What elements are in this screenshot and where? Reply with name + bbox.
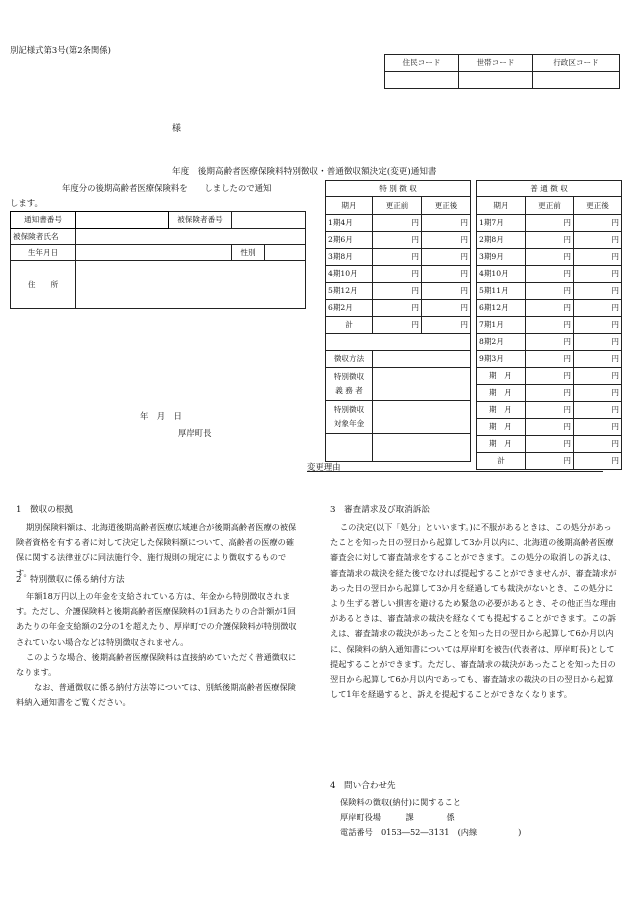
special-row-2-before-yen: 円	[373, 232, 422, 249]
special-row-2-after-yen: 円	[422, 232, 471, 249]
normal-row-6	[477, 300, 622, 317]
normal-row-13-period: 期 月	[477, 419, 526, 436]
code-table	[384, 54, 620, 89]
special-total-row-period: 計	[326, 317, 373, 334]
normal-before-header: 更正前	[526, 197, 574, 215]
household-code-value	[458, 72, 532, 89]
collection-method-value	[373, 351, 471, 368]
normal-row-8-after-yen: 円	[574, 334, 622, 351]
normal-row-9-period: 9期3月	[477, 351, 526, 368]
honorific: 様	[172, 124, 182, 134]
normal-row-5-after-yen: 円	[574, 283, 622, 300]
intro-line-2: します。	[10, 198, 43, 208]
normal-row-3	[477, 249, 622, 266]
special-period-header: 期月	[326, 197, 373, 215]
section-2-body-2: このような場合、後期高齢者医療保険料は直接納めていただく普通徴収になります。	[16, 651, 297, 678]
special-collection-table	[325, 180, 471, 462]
special-before-header: 更正前	[373, 197, 422, 215]
normal-row-1	[477, 215, 622, 232]
section-3-title: 3 審査請求及び取消訴訟	[330, 505, 430, 515]
pension-value	[373, 401, 471, 434]
contact-line-3: 電話番号 0153―52―3131 (内線 )	[340, 827, 522, 838]
change-reason-label: 変更理由	[307, 462, 341, 472]
gender-value	[265, 245, 306, 261]
insured-no-value	[232, 212, 306, 229]
normal-row-5	[477, 283, 622, 300]
normal-row-7	[477, 317, 622, 334]
special-row-2-period: 2期6月	[326, 232, 373, 249]
birth-date-value	[76, 245, 232, 261]
date-line: 年 月 日	[140, 411, 182, 421]
household-code-header: 世帯コード	[458, 55, 532, 72]
normal-row-1-after-yen: 円	[574, 215, 622, 232]
special-row-3-period: 3期8月	[326, 249, 373, 266]
special-total-row-before-yen: 円	[373, 317, 422, 334]
normal-row-4-period: 4期10月	[477, 266, 526, 283]
special-row-4-period: 4期10月	[326, 266, 373, 283]
normal-row-11-after-yen: 円	[574, 385, 622, 402]
special-row-1-before-yen: 円	[373, 215, 422, 232]
special-row-4-after-yen: 円	[422, 266, 471, 283]
contact-line-2: 厚岸町役場 課 係	[340, 812, 455, 823]
normal-row-13-before-yen: 円	[526, 419, 574, 436]
normal-row-5-before-yen: 円	[526, 283, 574, 300]
resident-code-header: 住民コード	[385, 55, 459, 72]
form-label: 別記様式第3号(第2条関係)	[10, 45, 111, 55]
special-row-4-before-yen: 円	[373, 266, 422, 283]
section-2-body-1: 年額18万円以上の年金を支給されている方は、年金から特別徴収されます。ただし、介護保険料と後期高齢者医療保険料の1回あたりの合計額が1回あたりの年金支給額の2分の1を超えたり、厚岸町での介護保険料が特別徴収されていない場合などは特別徴収されません。	[16, 591, 297, 647]
special-row-1-period: 1期4月	[326, 215, 373, 232]
special-blank-row	[326, 334, 471, 351]
obligor-value	[373, 368, 471, 401]
normal-row-6-after-yen: 円	[574, 300, 622, 317]
special-row-2	[326, 232, 471, 249]
notice-no-label: 通知書番号	[11, 212, 76, 229]
special-footer-right	[373, 434, 471, 462]
special-title: 特 別 徴 収	[326, 181, 471, 197]
notice-no-value	[76, 212, 169, 229]
gender-label: 性別	[232, 245, 265, 261]
normal-row-14-before-yen: 円	[526, 436, 574, 453]
insured-name-label: 被保険者氏名	[11, 229, 76, 245]
normal-after-header: 更正後	[574, 197, 622, 215]
normal-row-4	[477, 266, 622, 283]
section-3	[330, 503, 618, 702]
normal-row-8-before-yen: 円	[526, 334, 574, 351]
normal-row-10-period: 期 月	[477, 368, 526, 385]
normal-row-13-after-yen: 円	[574, 419, 622, 436]
normal-collection-table	[476, 180, 622, 470]
normal-row-6-before-yen: 円	[526, 300, 574, 317]
obligor-label: 特別徴収 義 務 者	[326, 368, 373, 401]
insured-info-table	[10, 211, 306, 309]
section-2	[16, 573, 301, 711]
collection-method-label: 徴収方法	[326, 351, 373, 368]
change-reason-underline	[307, 471, 603, 472]
normal-row-12-before-yen: 円	[526, 402, 574, 419]
section-4-title: 4 問い合わせ先	[330, 781, 396, 791]
normal-row-14-period: 期 月	[477, 436, 526, 453]
normal-total-row	[477, 453, 622, 470]
document-title: 年度 後期高齢者医療保険料特別徴収・普通徴収額決定(変更)通知書	[172, 167, 437, 177]
birth-date-label: 生年月日	[11, 245, 76, 261]
normal-period-header: 期月	[477, 197, 526, 215]
normal-row-7-after-yen: 円	[574, 317, 622, 334]
normal-row-4-after-yen: 円	[574, 266, 622, 283]
admin-code-value	[532, 72, 619, 89]
section-3-body: この決定(以下「処分」といいます。)に不服があるときは、この処分があったことを知った日の翌日から起算して3か月以内に、北海道の後期高齢者医療審査会に対して審査請求をすることができます。この処分の取消しの訴えは、審査請求の裁決を経た後でなければ提起することができませんが、審査請求があった日の翌日から起算して3か月を経過しても裁決がないとき、この処分により生ずる著しい損害を避けるため緊急の必要があるとき、その他正当な理由があるときは、審査請求の裁決を経なくても提起することができます。この訴えは、審査請求の裁決があったことを知った日の翌日から起算して6か月以内に、保険料の納入通知書については厚岸町を被告(代表者は、厚岸町長)として提起することができます。ただし、審査請求の裁決があったことを知った日の翌日から起算して6か月以内であっても、審査請求の裁決の日の翌日から起算して1年を経過すると、訴えを提起することができなくなります。	[330, 522, 617, 700]
special-row-1	[326, 215, 471, 232]
section-2-body-3: なお、普通徴収に係る納付方法等については、別紙後期高齢者医療保険料納入通知書をご覧ください。	[16, 682, 296, 708]
section-2-title: 2 特別徴収に係る納付方法	[16, 575, 125, 585]
normal-row-7-period: 7期1月	[477, 317, 526, 334]
special-row-3	[326, 249, 471, 266]
section-1-title: 1 徴収の根拠	[16, 505, 74, 515]
special-row-5-before-yen: 円	[373, 283, 422, 300]
normal-row-2	[477, 232, 622, 249]
special-row-6-after-yen: 円	[422, 300, 471, 317]
special-row-6	[326, 300, 471, 317]
normal-row-3-after-yen: 円	[574, 249, 622, 266]
normal-row-11-period: 期 月	[477, 385, 526, 402]
normal-row-14-after-yen: 円	[574, 436, 622, 453]
normal-row-10	[477, 368, 622, 385]
resident-code-value	[385, 72, 459, 89]
special-row-5-period: 5期12月	[326, 283, 373, 300]
section-1	[16, 503, 301, 581]
normal-row-7-before-yen: 円	[526, 317, 574, 334]
special-row-4	[326, 266, 471, 283]
normal-row-11-before-yen: 円	[526, 385, 574, 402]
normal-row-2-period: 2期8月	[477, 232, 526, 249]
admin-code-header: 行政区コード	[532, 55, 619, 72]
insured-no-label: 被保険者番号	[169, 212, 232, 229]
special-total-row	[326, 317, 471, 334]
section-4	[330, 779, 618, 841]
normal-row-10-before-yen: 円	[526, 368, 574, 385]
special-row-6-before-yen: 円	[373, 300, 422, 317]
special-footer-left	[326, 434, 373, 462]
normal-row-12-after-yen: 円	[574, 402, 622, 419]
insured-name-value	[76, 229, 306, 245]
normal-row-2-before-yen: 円	[526, 232, 574, 249]
normal-row-6-period: 6期12月	[477, 300, 526, 317]
normal-row-14	[477, 436, 622, 453]
special-row-6-period: 6期2月	[326, 300, 373, 317]
special-row-3-before-yen: 円	[373, 249, 422, 266]
normal-row-12	[477, 402, 622, 419]
address-label: 住 所	[11, 261, 76, 309]
normal-row-13	[477, 419, 622, 436]
intro-line-1: 年度分の後期高齢者医療保険料を しましたので通知	[62, 183, 272, 193]
normal-total-row-after-yen: 円	[574, 453, 622, 470]
normal-row-5-period: 5期11月	[477, 283, 526, 300]
normal-row-3-before-yen: 円	[526, 249, 574, 266]
normal-row-12-period: 期 月	[477, 402, 526, 419]
normal-row-3-period: 3期9月	[477, 249, 526, 266]
special-row-3-after-yen: 円	[422, 249, 471, 266]
normal-total-row-period: 計	[477, 453, 526, 470]
address-value	[76, 261, 306, 309]
special-after-header: 更正後	[422, 197, 471, 215]
normal-row-9	[477, 351, 622, 368]
mayor-title: 厚岸町長	[178, 428, 212, 438]
contact-line-1: 保険料の徴収(納付)に関すること	[340, 797, 462, 807]
normal-total-row-before-yen: 円	[526, 453, 574, 470]
special-total-row-after-yen: 円	[422, 317, 471, 334]
normal-row-4-before-yen: 円	[526, 266, 574, 283]
special-row-1-after-yen: 円	[422, 215, 471, 232]
normal-row-2-after-yen: 円	[574, 232, 622, 249]
normal-row-8-period: 8期2月	[477, 334, 526, 351]
normal-title: 普 通 徴 収	[477, 181, 622, 197]
section-1-body: 期別保険料額は、北海道後期高齢者医療広域連合が後期高齢者医療の被保険者資格を有する者に対して決定した保険料額について、高齢者の医療の確保に関する法律並びに同法施行令、施行規則の規定により徴収するものです。	[16, 522, 297, 578]
normal-row-10-after-yen: 円	[574, 368, 622, 385]
normal-row-8	[477, 334, 622, 351]
special-row-5	[326, 283, 471, 300]
normal-row-9-after-yen: 円	[574, 351, 622, 368]
pension-label: 特別徴収 対象年金	[326, 401, 373, 434]
normal-row-1-before-yen: 円	[526, 215, 574, 232]
normal-row-11	[477, 385, 622, 402]
special-row-5-after-yen: 円	[422, 283, 471, 300]
normal-row-1-period: 1期7月	[477, 215, 526, 232]
normal-row-9-before-yen: 円	[526, 351, 574, 368]
